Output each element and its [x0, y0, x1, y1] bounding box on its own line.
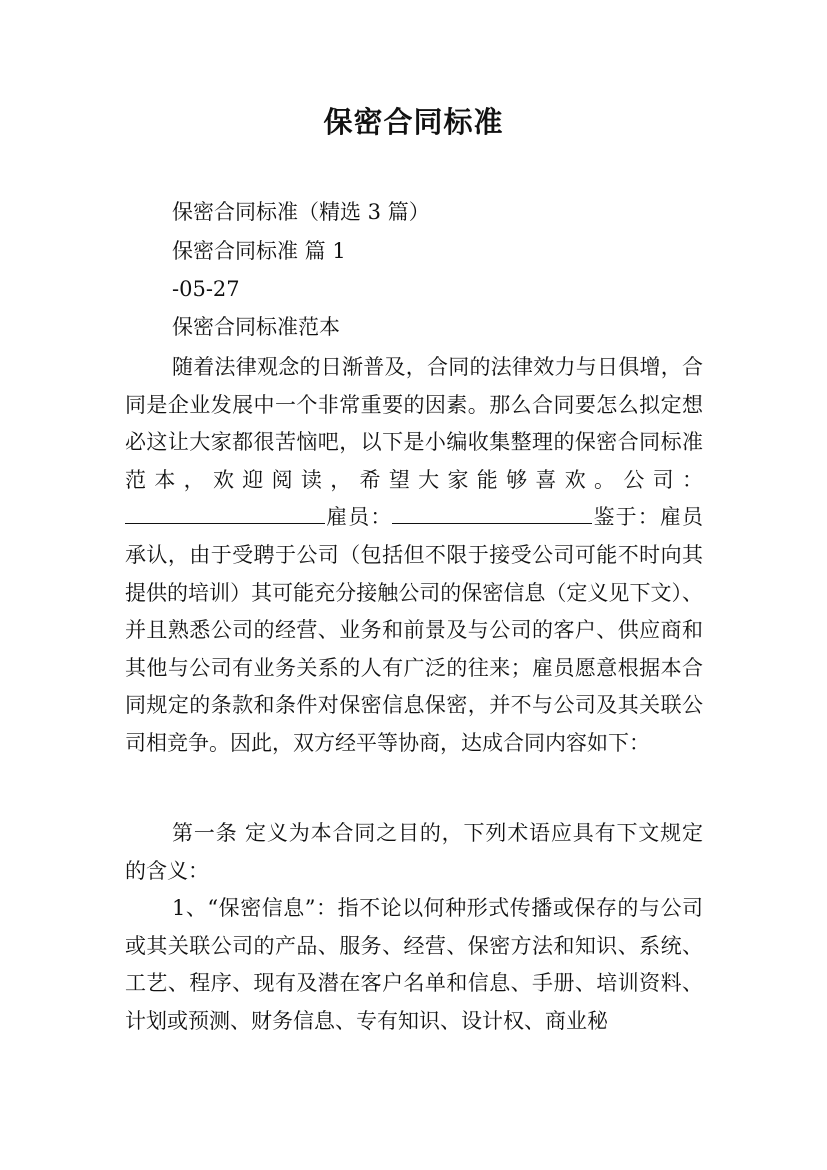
paragraph-intro: [125, 349, 703, 763]
paragraph-intro-text: 随着法律观念的日渐普及，合同的法律效力与日俱增，合同是企业发展中一个非常重要的因素。那么合同要怎么拟定想必这让大家都很苦恼吧，以下是小编收集整理的保密合同标准范本，欢迎阅读，希望大家能够喜欢。公司：: [125, 355, 703, 492]
article-1: 第一条 定义为本合同之目的，下列术语应具有下文规定的含义：: [125, 821, 703, 883]
company-blank: [125, 499, 325, 524]
document-subtitle: 保密合同标准（精选 3 篇）: [172, 200, 430, 224]
doc-name: 保密合同标准范本: [172, 315, 340, 339]
section-heading: 保密合同标准 篇 1: [172, 239, 346, 263]
article-1-item-1: 1、“保密信息”：指不论以何种形式传播或保存的与公司或其关联公司的产品、服务、经营、保密方法和知识、系统、工艺、程序、现有及潜在客户名单和信息、手册、培训资料、计划或预测、财务信息、专有知识、设计权、商业秘: [125, 896, 703, 1033]
paragraph-intro-rest: 鉴于：雇员承认，由于受聘于公司（包括但不限于接受公司可能不时向其提供的培训）其可能充分接触公司的保密信息（定义见下文）、并且熟悉公司的经营、业务和前景及与公司的客户、供应商和其他与公司有业务关系的人有广泛的往来；雇员愿意根据本合同规定的条款和条件对保密信息保密，并不与公司及其关联公司相竞争。因此，双方经平等协商，达成合同内容如下：: [125, 505, 704, 755]
employee-blank: [392, 499, 592, 524]
employee-label: 雇员：: [325, 505, 393, 530]
document-date: -05-27: [172, 277, 240, 301]
document-title: 保密合同标准: [323, 105, 504, 139]
